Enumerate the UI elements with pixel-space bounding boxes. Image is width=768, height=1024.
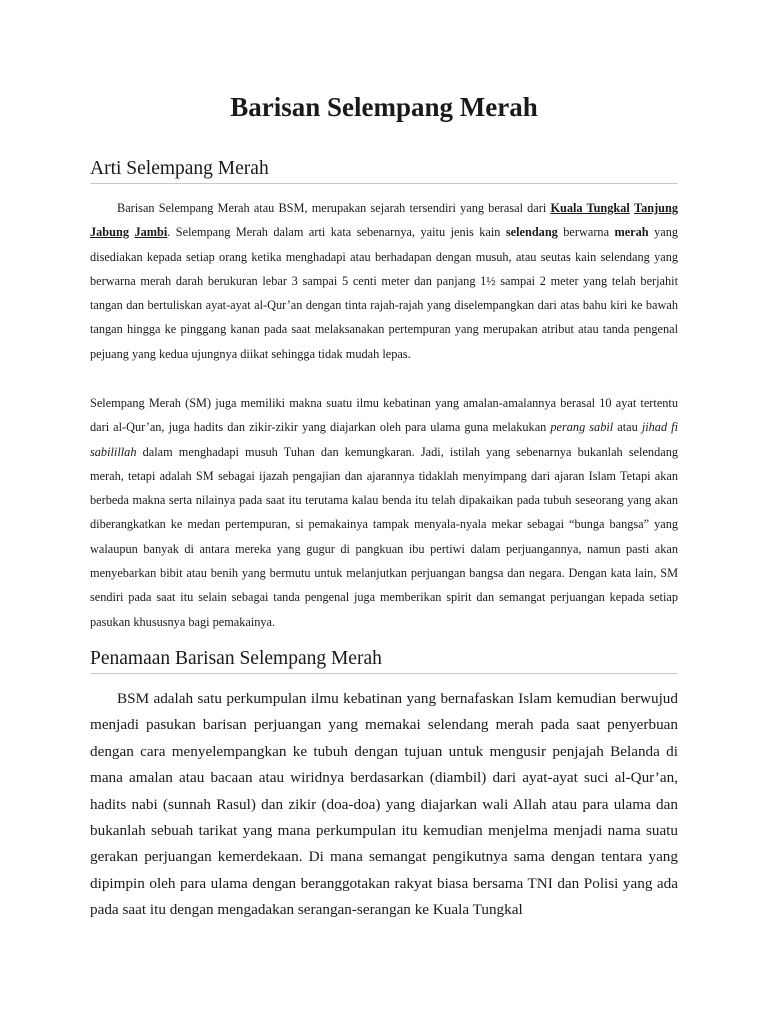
link-tanjung-jabung[interactable]: Tanjung Jabung — [90, 201, 678, 240]
section-heading-arti: Arti Selempang Merah — [90, 158, 678, 184]
paragraph-text: atau — [613, 420, 642, 435]
bold-term-selendang: selendang — [505, 225, 558, 240]
italic-term-perang-sabil: perang sabil — [550, 420, 614, 435]
paragraph-text: dalam menghadapi musuh Tuhan dan kemungkaran. Jadi, istilah yang sebenarnya bukanlah selendang merah, tetapi adalah SM sebagai ijazah pengajian dan ajarannya tidaklah menyimpang dari ajaran Islam Tetapi akan berbeda makna serta nilainya pada saat itu terutama kalau benda itu telah dipakaikan pada tubuh seseorang yang akan diberangkatkan ke medan pertempuran, si pemakainya tampak menyala-nyala mekar sebagai “bunga bangsa” yang walaupun banyak di antara mereka yang gugur di pangkuan ibu pertiwi dalam perjuangannya, namun pasti akan menyebarkan bibit atau benih yang bermutu untuk melanjutkan perjuangan bangsa dan negara. Dengan kata lain, SM sendiri pada saat itu selain sebagai tanda pengenal juga memberikan spirit dan semangat perjuangan kepada setiap pasukan khususnya bagi pemakainya. — [90, 444, 678, 629]
paragraph-penamaan-1 — [90, 686, 678, 924]
link-kuala-tungkal[interactable]: Kuala Tungkal — [550, 201, 630, 215]
paragraph-text: berwarna — [557, 225, 615, 240]
paragraph-text: Barisan Selempang Merah atau BSM, merupakan sejarah tersendiri yang berasal dari — [117, 201, 551, 215]
link-jambi[interactable]: Jambi — [134, 225, 168, 240]
document-title: Barisan Selempang Merah — [230, 92, 538, 122]
paragraph-text: BSM adalah satu perkumpulan ilmu kebatinan yang bernafaskan Islam kemudian berwujud menjadi pasukan barisan perjuangan yang memakai selendang merah pada saat penyerbuan dengan cara menyelempangkan ke tubuh dengan tujuan untuk mengusir penjajah Belanda di mana amalan atau bacaan atau wiridnya berdasarkan (diambil) dari ayat-ayat suci al-Qur’an, hadits nabi (sunnah Rasul) dan zikir (doa-doa) yang diajarkan wali Allah atau para ulama dan bukanlah sebuah tarikat yang mana perkumpulan itu kemudian menjelma menjadi nama suatu gerakan perjuangan kemerdekaan. Di mana semangat pengikutnya sama dengan tentara yang dipimpin oleh para ulama dengan beranggotakan rakyat biasa bersama TNI dan Polisi yang ada pada saat itu dengan mengadakan serangan-serangan ke Kuala Tungkal — [90, 690, 678, 919]
paragraph-arti-2 — [90, 391, 678, 634]
paragraph-text: Selempang Merah (SM) juga memiliki makna suatu ilmu kebatinan yang amalan-amalannya berasal 10 ayat tertentu dari al-Qur’an, juga hadits dan zikir-zikir yang diajarkan oleh para ulama guna melakukan — [90, 396, 678, 435]
section-heading-penamaan: Penamaan Barisan Selempang Merah — [90, 648, 678, 674]
paragraph-arti-1 — [90, 196, 678, 366]
paragraph-text: . Selempang Merah dalam arti kata sebenarnya, yaitu jenis kain — [167, 225, 506, 240]
bold-term-merah: merah — [614, 225, 649, 240]
paragraph-text: yang disediakan kepada setiap orang ketika menghadapi atau berhadapan dengan musuh, atau seutas kain selendang yang berwarna merah darah berukuran lebar 3 sampai 5 centi meter dan panjang 1½ sampai 2 meter yang telah berjahit tangan dan bertuliskan ayat-ayat al-Qur’an dengan tinta rajah-rajah yang diselempangkan dari atas bahu kiri ke bawah tangan hingga ke pinggang kanan pada saat melaksanakan pertempuran yang merupakan atribut atau tanda pengenal pejuang yang kedua ujungnya diikat sehingga tidak mudah lepas. — [90, 225, 679, 361]
italic-term-jihad: jihad fi sabilillah — [90, 420, 678, 459]
